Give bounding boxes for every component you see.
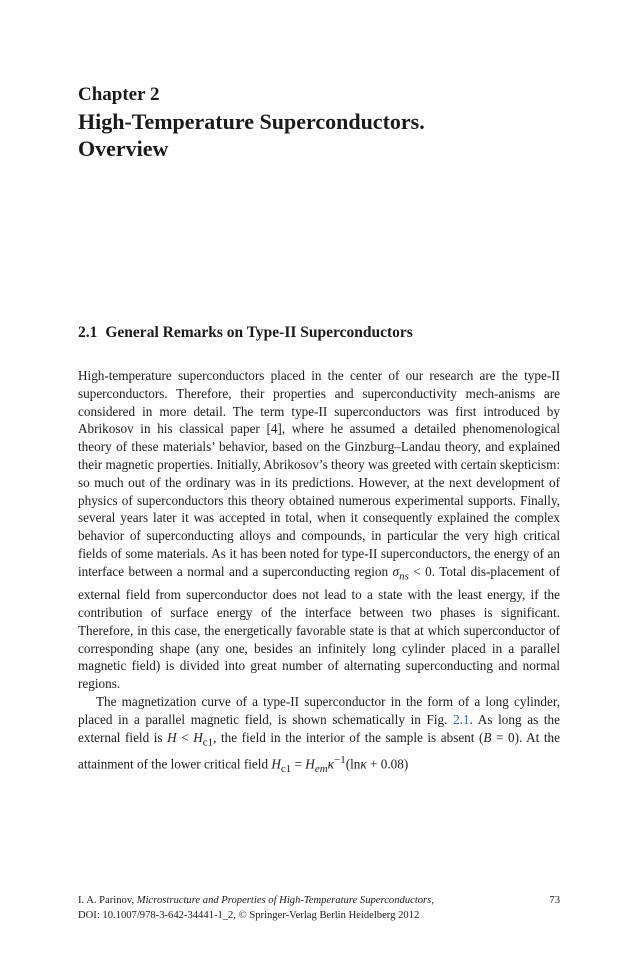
kappa-symbol-2: κ — [360, 756, 367, 772]
footer-comma: , — [431, 895, 434, 906]
page-number: 73 — [549, 895, 560, 906]
page-footer — [78, 893, 560, 923]
sigma-symbol: σ — [392, 563, 400, 579]
paragraph-1 — [78, 367, 560, 693]
paragraph-2-text-b: . As long as the external field is — [78, 711, 560, 745]
b-equals-zero: = 0). At the attainment of the lower critical field — [78, 729, 561, 772]
field-symbol-b: B — [483, 729, 492, 745]
sigma-subscript: ns — [399, 570, 409, 583]
chapter-title-line2: Overview — [78, 136, 169, 161]
equals-sign: = — [291, 756, 306, 772]
field-symbol-hc1: H — [193, 729, 203, 745]
hc1-subscript: c1 — [202, 736, 214, 749]
kappa-symbol: κ — [327, 756, 334, 772]
figure-reference-link[interactable]: 2.1 — [453, 711, 470, 727]
field-symbol-h: H — [167, 729, 177, 745]
paragraph-2-text-a: The magnetization curve of a type-II superconductor in the form of a long cylinder, placed in a parallel magnetic field, is shown schematically in Fig. — [78, 693, 560, 727]
paragraph-2-text-c: , the field in the interior of the sample is absent ( — [213, 729, 484, 745]
paragraph-2 — [78, 693, 560, 779]
chapter-label: Chapter 2 — [78, 84, 160, 105]
footer-author: I. A. Parinov, — [78, 895, 137, 906]
body-text — [78, 367, 560, 779]
lower-critical-field-subscript: c1 — [280, 763, 292, 776]
chapter-title-line1: High-Temperature Superconductors. — [78, 109, 425, 134]
footer-book-title: Microstructure and Properties of High-Temperature Superconductors — [136, 895, 432, 906]
footer-doi-line: DOI: 10.1007/978-3-642-34441-1_2, © Springer-Verlag Berlin Heidelberg 2012 — [78, 910, 420, 921]
kappa-exponent: −1 — [334, 754, 346, 767]
document-page — [78, 0, 560, 967]
section-number: 2.1 — [78, 324, 98, 341]
lower-critical-field-symbol: H — [271, 756, 281, 772]
paragraph-1-text-b: < 0. Total dis-placement of external field from superconductor does not lead to a state with the least energy, if the contribution of surface energy of the interface between two phases is significant. Therefore, in this case, the energetically favorable state is that at which superconductor of corresponding shape (any one, besides an infinitely long cylinder placed in a parallel magnetic field) is divided into great number of alternating superconducting and normal regions. — [78, 563, 560, 692]
formula-tail: + 0.08) — [366, 756, 409, 772]
ln-part: (ln — [345, 756, 361, 772]
section-title: General Remarks on Type-II Superconductors — [105, 324, 413, 341]
section-heading — [78, 323, 560, 343]
less-than-symbol: < — [176, 729, 194, 745]
footer-citation-line — [78, 893, 560, 908]
hem-subscript: em — [314, 763, 328, 776]
chapter-title — [78, 108, 560, 162]
hem-symbol: H — [305, 756, 315, 772]
paragraph-1-text-a: High-temperature superconductors placed in the center of our research are the type-II superconductors. Therefore, their properties and superconductivity mech-anisms are considered in more detail. The term type-II superconductors was first introduced by Abrikosov in his classical paper [4], where he assumed a detailed phenomenological theory of these materials’ behavior, based on the Ginzburg–Landau theory, and explained their magnetic properties. Initially, Abrikosov’s theory was greeted with certain skepticism: so much out of the ordinary was in its predictions. However, at the next development of physics of superconductors this theory obtained numerous experimental supports. Finally, several years later it was accepted in total, when it consequently explained the complex behavior of superconducting alloys and compounds, in particular the very high critical fields of some materials. As it has been noted for type-II superconductors, the energy of an interface between a normal and a superconducting region — [78, 368, 560, 579]
